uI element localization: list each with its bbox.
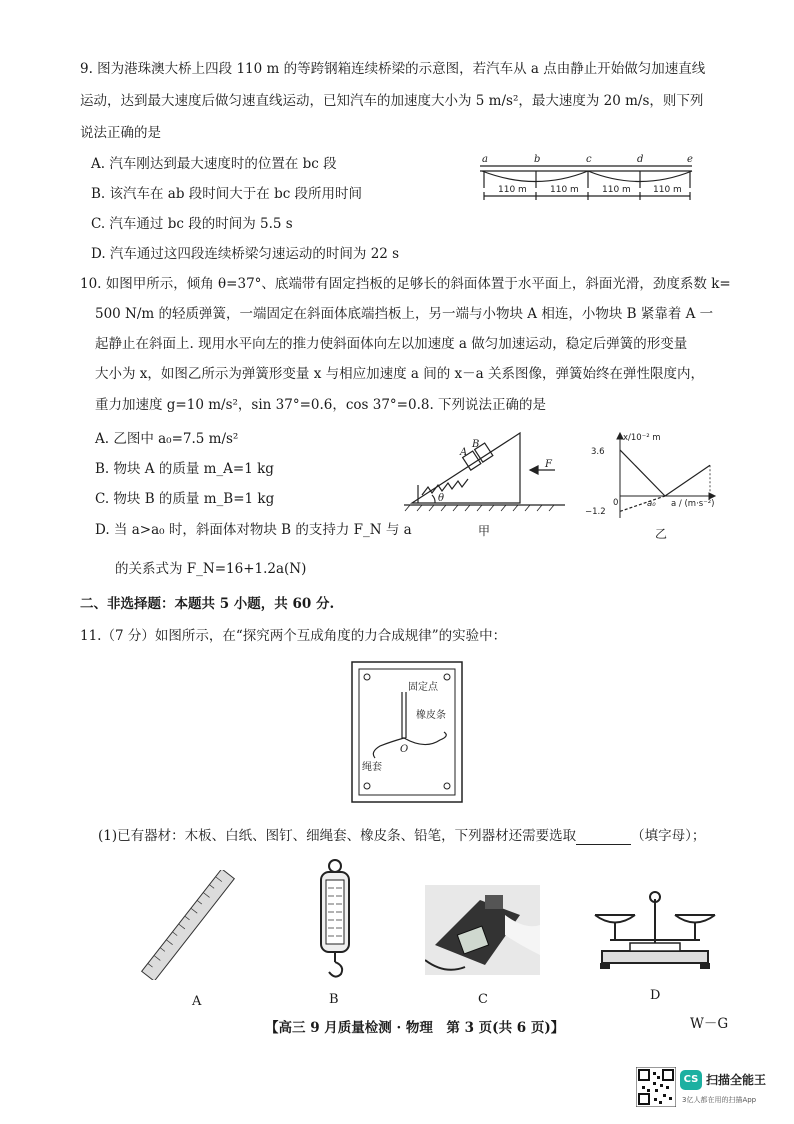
q10-line-2: 500 N/m 的轻质弹簧，一端固定在斜面体底端挡板上，另一端与小物块 A 相连，小物块 B 紧靠着 A 一 xyxy=(95,306,714,322)
bridge-seg-3: 110 m xyxy=(602,185,631,195)
q9-option-c: C. 汽车通过 bc 段的时间为 5.5 s xyxy=(91,216,293,232)
section-heading: 二、非选择题：本题共 5 小题，共 60 分. xyxy=(80,596,335,612)
x-a-graph xyxy=(585,428,725,543)
rubber-band-label: 橡皮条 xyxy=(416,710,446,721)
incline-diagram xyxy=(400,425,580,540)
graph-ylabel: x/10⁻² m xyxy=(623,433,661,443)
answer-blank[interactable] xyxy=(576,831,631,845)
scanner-tagline: 3亿人都在用的扫描App xyxy=(682,1096,757,1104)
bridge-point-c: c xyxy=(586,154,592,165)
q10-option-b: B. 物块 A 的质量 m_A=1 kg xyxy=(95,461,274,477)
scanner-badge-icon: CS xyxy=(680,1070,702,1090)
graph-series-1 xyxy=(665,465,710,496)
fig-yi-caption: 乙 xyxy=(655,527,668,541)
balance-scale-image xyxy=(590,885,720,980)
graph-series-0 xyxy=(620,450,665,496)
q10-line-5: 重力加速度 g=10 m/s²，sin 37°=0.6，cos 37°=0.8. 下列说法正确的是 xyxy=(95,397,547,413)
scanner-app-name: 扫描全能王 xyxy=(706,1073,767,1087)
q10-line-3: 起静止在斜面上. 现用水平向左的推力使斜面体向左以加速度 a 做匀加速运动，稳定后弹簧的形变量 xyxy=(95,336,688,352)
rope-loop-label: 绳套 xyxy=(362,762,382,773)
spring-scale-image xyxy=(310,858,360,983)
bridge-seg-1: 110 m xyxy=(498,185,527,195)
q9-line-3: 说法正确的是 xyxy=(80,125,161,141)
q10-option-d-cont: 的关系式为 F_N=16+1.2a(N) xyxy=(115,561,307,577)
q9-option-b: B. 该汽车在 ab 段时间大于在 bc 段所用时间 xyxy=(91,186,363,202)
q10-line-1: 10. 如图甲所示，倾角 θ=37°、底端带有固定挡板的足够长的斜面体置于水平面上，斜面光滑，劲度系数 k= xyxy=(80,276,731,292)
q10-option-d: D. 当 a>a₀ 时，斜面体对物块 B 的支持力 F_N 与 a xyxy=(95,522,412,538)
bridge-seg-2: 110 m xyxy=(550,185,579,195)
graph-series-2 xyxy=(620,496,665,511)
point-o-label: O xyxy=(400,744,409,755)
force-board-diagram xyxy=(350,660,466,806)
choice-b-label: B xyxy=(329,992,339,1007)
graph-ytick-bottom: −1.2 xyxy=(585,507,606,517)
qr-code-icon xyxy=(636,1067,676,1107)
graph-xlabel: a / (m·s⁻²) xyxy=(671,499,715,509)
q9-line-2: 运动，达到最大速度后做匀速直线运动，已知汽车的加速度大小为 5 m/s²，最大速度为 20 m/s，则下列 xyxy=(80,93,704,109)
force-f-label: F xyxy=(545,459,552,470)
graph-origin: 0 xyxy=(613,498,619,508)
paper-code: W－G xyxy=(690,1016,729,1032)
fig-jia-caption: 甲 xyxy=(478,524,491,538)
choice-c-label: C xyxy=(478,992,488,1007)
q9-line-1: 9. 图为港珠澳大桥上四段 110 m 的等跨钢箱连续桥梁的示意图，若汽车从 a 点由静止开始做匀加速直线 xyxy=(80,61,706,77)
bridge-point-b: b xyxy=(534,154,541,165)
q9-option-d: D. 汽车通过这四段连续桥梁匀速运动的时间为 22 s xyxy=(91,246,400,262)
stopwatch-image xyxy=(425,885,540,975)
block-a-label: A xyxy=(460,447,468,458)
bridge-point-d: d xyxy=(637,154,644,165)
q10-option-a: A. 乙图中 a₀=7.5 m/s² xyxy=(95,431,239,447)
bridge-diagram xyxy=(470,152,700,210)
choice-d-label: D xyxy=(650,988,661,1003)
bridge-seg-4: 110 m xyxy=(653,185,682,195)
block-b-label: B xyxy=(472,439,480,450)
graph-ytick-top: 3.6 xyxy=(591,447,605,457)
q10-line-4: 大小为 x，如图乙所示为弹簧形变量 x 与相应加速度 a 间的 x－a 关系图像，弹簧始终在弹性限度内， xyxy=(95,366,704,382)
q11-intro: 11.（7 分）如图所示，在“探究两个互成角度的力合成规律”的实验中： xyxy=(80,628,507,644)
theta-label: θ xyxy=(438,493,445,504)
tape-measure-image xyxy=(128,870,248,980)
fixed-point-label: 固定点 xyxy=(408,682,438,693)
choice-a-label: A xyxy=(192,994,202,1009)
bridge-point-e: e xyxy=(687,154,693,165)
q11-part1-text: (1)已有器材：木板、白纸、图钉、细绳套、橡皮条、铅笔，下列器材还需要选取 xyxy=(98,828,577,844)
bridge-point-a: a xyxy=(482,154,488,165)
graph-a0: a₀ xyxy=(647,499,656,509)
q11-part1 xyxy=(98,827,705,845)
page-footer: 【高三 9 月质量检测 · 物理 第 3 页(共 6 页)】 xyxy=(265,1020,565,1036)
q10-option-c: C. 物块 B 的质量 m_B=1 kg xyxy=(95,491,275,507)
q9-option-a: A. 汽车刚达到最大速度时的位置在 bc 段 xyxy=(91,156,337,172)
q11-part1-tail: （填字母）； xyxy=(631,828,706,844)
